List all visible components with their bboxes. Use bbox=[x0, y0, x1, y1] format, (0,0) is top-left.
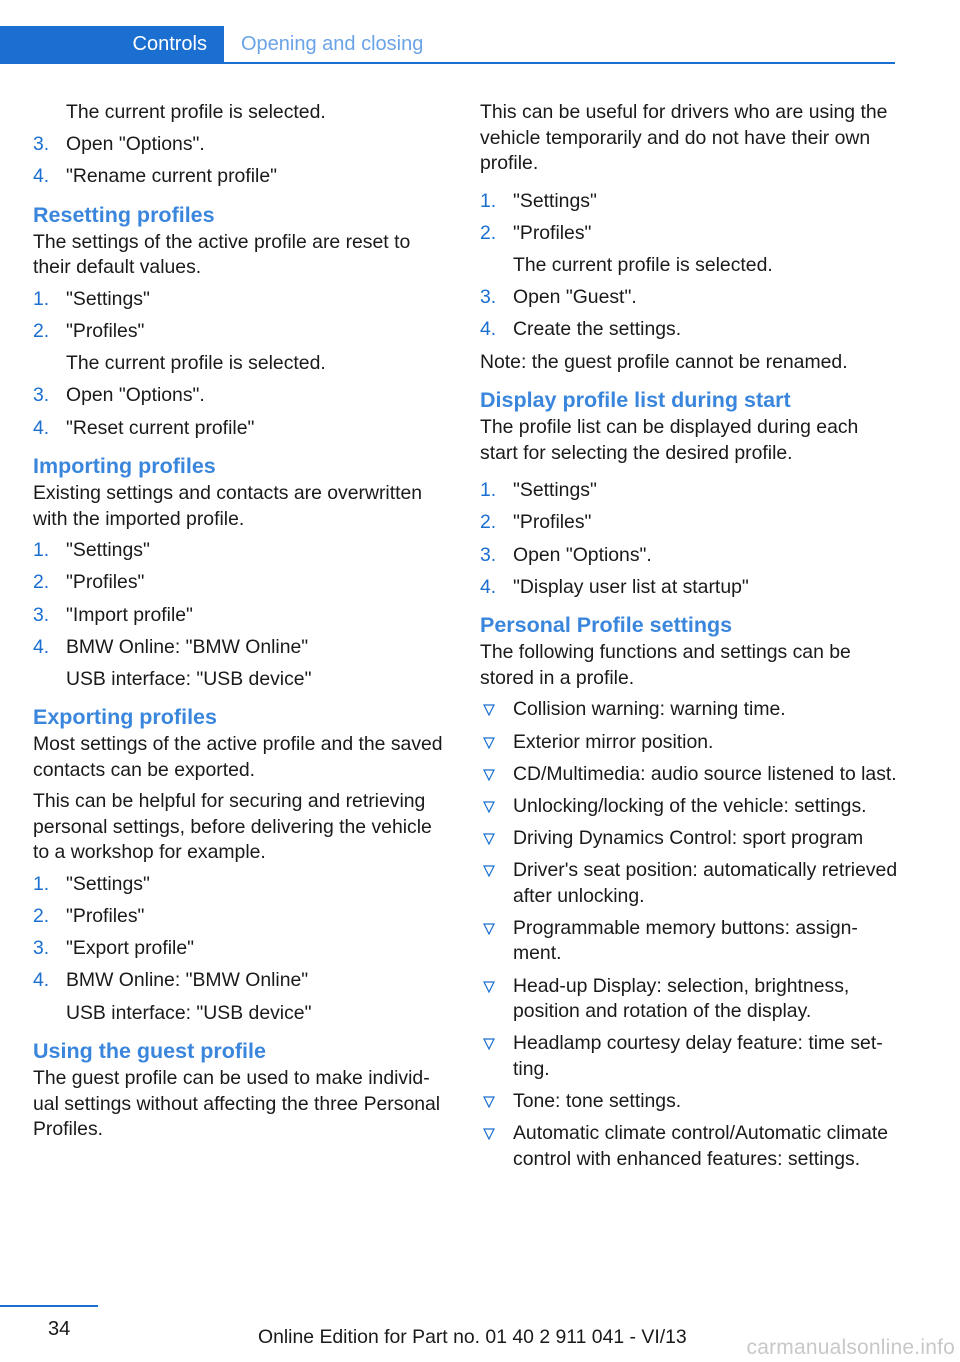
section-heading-guest: Using the guest profile bbox=[33, 1039, 266, 1064]
bullet-item: Head-up Display: selection, brightness, position and rotation of the display. bbox=[480, 974, 898, 1025]
list-item: 1. "Settings" bbox=[33, 287, 150, 310]
tab-controls-label: Controls bbox=[132, 33, 207, 55]
list-item: The current profile is selected. bbox=[66, 101, 326, 123]
triangle-bullet-icon bbox=[483, 801, 495, 813]
bullet-item: Collision warning: warning time. bbox=[480, 697, 898, 723]
personal-settings-list bbox=[480, 697, 898, 1172]
section-heading-display-list: Display profile list during start bbox=[480, 388, 791, 413]
list-item: 1. "Settings" bbox=[480, 189, 597, 212]
list-item: 2. "Profiles" The current profile is selected. bbox=[33, 320, 326, 375]
left-continued-list bbox=[33, 100, 448, 190]
note: Note: the guest profile cannot be renamed. bbox=[480, 350, 848, 373]
triangle-bullet-icon bbox=[483, 865, 495, 877]
paragraph: The settings of the active profile are reset to their default values. bbox=[33, 230, 411, 279]
list-item: 4. "Rename current profile" bbox=[33, 165, 277, 188]
paragraph: The profile list can be displayed during each start for selecting the desired profile. bbox=[480, 416, 859, 464]
list-item: 2. "Profiles" bbox=[480, 511, 592, 534]
importing-steps bbox=[33, 538, 448, 692]
bullet-item: Unlocking/locking of the vehicle: settings. bbox=[480, 794, 898, 820]
list-item: 2. "Profiles" bbox=[33, 905, 145, 928]
list-item: 4. "Display user list at startup" bbox=[480, 575, 749, 598]
paragraph: Most settings of the active profile and the saved contacts can be exported. bbox=[33, 733, 443, 781]
bullet-item: Driving Dynamics Control: sport program bbox=[480, 826, 898, 852]
edition-text: Online Edition for Part no. 01 40 2 911 041 - VI/13 bbox=[258, 1326, 687, 1348]
list-item: 4. BMW Online: "BMW Online" USB interface: "USB device" bbox=[33, 635, 312, 690]
paragraph: The guest profile can be used to make individual settings without affecting the three Personal Profiles. bbox=[33, 1067, 441, 1141]
watermark: carmanualsonline.info bbox=[746, 1336, 955, 1359]
triangle-bullet-icon bbox=[483, 833, 495, 845]
exporting-steps bbox=[33, 872, 448, 1026]
triangle-bullet-icon bbox=[483, 769, 495, 781]
bullet-item: Exterior mirror position. bbox=[480, 730, 898, 756]
triangle-bullet-icon bbox=[483, 1128, 495, 1140]
list-item: 1. "Settings" bbox=[480, 479, 597, 502]
bullet-item: Programmable memory buttons: assignment. bbox=[480, 916, 898, 967]
paragraph: Existing settings and contacts are overwritten with the imported profile. bbox=[33, 482, 423, 530]
section-heading-importing: Importing profiles bbox=[33, 454, 216, 479]
bullet-item: CD/Multimedia: audio source listened to last. bbox=[480, 762, 898, 788]
footer-rule bbox=[0, 1305, 98, 1307]
list-item: 3. Open "Options". bbox=[33, 133, 205, 156]
section-heading-exporting: Exporting profiles bbox=[33, 705, 217, 730]
list-item: 3. Open "Options". bbox=[33, 384, 205, 407]
section-heading-resetting: Resetting profiles bbox=[33, 202, 215, 227]
paragraph: This can be helpful for securing and retrieving personal settings, before delivering the vehicle to a workshop for example. bbox=[33, 790, 432, 864]
list-item: 1. "Settings" bbox=[33, 539, 150, 562]
list-item: 3. "Export profile" bbox=[33, 937, 195, 960]
list-item: 4. BMW Online: "BMW Online" USB interface: "USB device" bbox=[33, 969, 312, 1024]
list-item: 3. "Import profile" bbox=[33, 603, 193, 626]
tab-controls[interactable] bbox=[0, 26, 224, 62]
list-item: 1. "Settings" bbox=[33, 872, 150, 895]
page-number: 34 bbox=[48, 1318, 71, 1340]
triangle-bullet-icon bbox=[483, 981, 495, 993]
list-item: 3. Open "Options". bbox=[480, 543, 652, 566]
bullet-item: Driver's seat position: automatically retrieved after unlocking. bbox=[480, 858, 898, 909]
section-heading-personal: Personal Profile settings bbox=[480, 613, 733, 638]
triangle-bullet-icon bbox=[483, 1096, 495, 1108]
list-item: 2. "Profiles" bbox=[33, 571, 145, 594]
list-item: 4. "Reset current profile" bbox=[33, 416, 255, 439]
list-item: 3. Open "Guest". bbox=[480, 286, 637, 309]
list-item: 4. Create the settings. bbox=[480, 318, 682, 341]
triangle-bullet-icon bbox=[483, 923, 495, 935]
triangle-bullet-icon bbox=[483, 737, 495, 749]
bullet-item: Tone: tone settings. bbox=[480, 1089, 898, 1115]
paragraph: This can be useful for drivers who are using the vehicle temporarily and do not have their own profile. bbox=[480, 101, 888, 174]
bullet-item: Headlamp courtesy delay feature: time setting. bbox=[480, 1031, 898, 1082]
triangle-bullet-icon bbox=[483, 704, 495, 716]
left-column bbox=[33, 100, 448, 1149]
paragraph: The following functions and settings can be stored in a profile. bbox=[480, 641, 851, 689]
display-list-steps bbox=[480, 478, 898, 600]
triangle-bullet-icon bbox=[483, 1038, 495, 1050]
bullet-item: Automatic climate control/Automatic climate control with enhanced features: settings. bbox=[480, 1121, 898, 1172]
list-item: 2. "Profiles" The current profile is selected. bbox=[480, 221, 773, 276]
right-column bbox=[480, 100, 898, 1183]
tab-opening-and-closing[interactable]: Opening and closing bbox=[241, 33, 424, 55]
guest-steps bbox=[480, 189, 898, 343]
resetting-steps bbox=[33, 287, 448, 441]
